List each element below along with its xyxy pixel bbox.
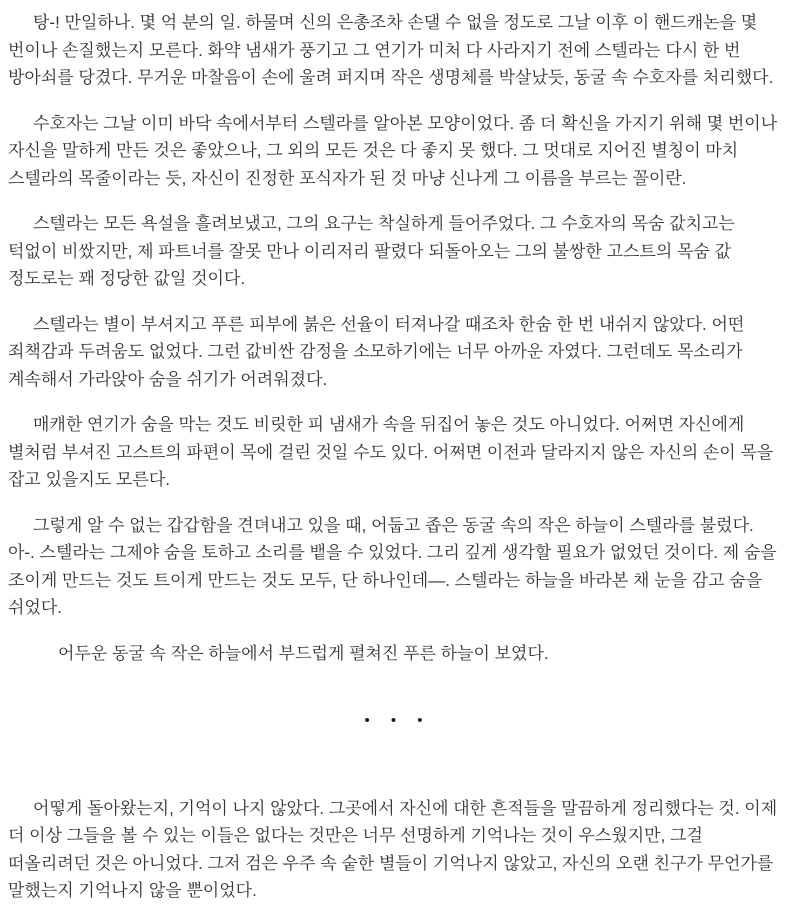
story-paragraph: 어두운 동굴 속 작은 하늘에서 부드럽게 펼쳐진 푸른 하늘이 보였다.	[58, 643, 549, 663]
story-paragraph: 어떻게 돌아왔는지, 기억이 나지 않았다. 그곳에서 자신에 대한 흔적들을 말끔하게 정리했다는 것. 이제 더 이상 그들을 볼 수 있는 이들은 없다는 것만은 너무 선명하게 기억나는 것이 우스웠지만, 그걸 떠올리려던 것은 아니었다. 그저 검은 우주 속 숱한 별들이 기억나지 않았고, 자신의 오랜 친구가 무언가를 말했는지 기억나지 않을 뿐이었다.	[8, 798, 778, 900]
story-paragraph: 그렇게 알 수 없는 갑갑함을 견뎌내고 있을 때, 어둡고 좁은 동굴 속의 작은 하늘이 스텔라를 불렀다. 아-. 스텔라는 그제야 숨을 토하고 소리를 뱉을 수 있었다. 그리 깊게 생각할 필요가 없었던 것이다. 제 숨을 조이게 만드는 것도 트이게 만드는 것도 모두, 단 하나인데—. 스텔라는 하늘을 바라본 채 눈을 감고 숨을 쉬었다.	[8, 515, 777, 617]
story-paragraph: 수호자는 그날 이미 바닥 속에서부터 스텔라를 알아본 모양이었다. 좀 더 확신을 가지기 위해 몇 번이나 자신을 말하게 만든 것은 좋았으나, 그 외의 모든 것은 다 좋지 못 했다. 그 멋대로 지어진 별칭이 마치 스텔라의 목줄이라는 듯, 자신이 진정한 포식자가 된 것 마냥 신나게 그 이름을 부르는 꼴이란.	[8, 113, 778, 188]
story-paragraph: 스텔라는 모든 욕설을 흘려보냈고, 그의 요구는 착실하게 들어주었다. 그 수호자의 목숨 값치고는 턱없이 비쌌지만, 제 파트너를 잘못 만나 이리저리 팔렸다 되돌아오는 그의 불쌍한 고스트의 목숨 값 정도로는 꽤 정당한 값일 것이다.	[8, 214, 735, 288]
story-paragraph: 매캐한 연기가 숨을 막는 것도 비릿한 피 냄새가 속을 뒤집어 놓은 것도 아니었다. 어쩌면 자신에게 별처럼 부셔진 고스트의 파편이 목에 걸린 것일 수도 있다. 어쩌면 이전과 달라지지 않은 자신의 손이 목을 잡고 있을지도 모른다.	[8, 415, 774, 489]
story-text	[8, 9, 779, 905]
scene-separator-dots: • • •	[364, 712, 423, 729]
story-paragraph: 스텔라는 별이 부셔지고 푸른 피부에 붉은 선율이 터져나갈 때조차 한숨 한 번 내쉬지 않았다. 어떤 죄책감과 두려움도 없었다. 그런 값비싼 감정을 소모하기에는 너무 아까운 자였다. 그런데도 목소리가 계속해서 가라앉아 숨을 쉬기가 어려워졌다.	[8, 314, 745, 389]
story-paragraph: 탕-! 만일하나. 몇 억 분의 일. 하물며 신의 은총조차 손댈 수 없을 정도로 그날 이후 이 핸드캐논을 몇 번이나 손질했는지 모른다. 화약 냄새가 풍기고 그 연기가 미처 다 사라지기 전에 스텔라는 다시 한 번 방아쇠를 당겼다. 무거운 마찰음이 손에 울려 퍼지며 작은 생명체를 박살났듯, 동굴 속 수호자를 처리했다.	[8, 13, 774, 87]
